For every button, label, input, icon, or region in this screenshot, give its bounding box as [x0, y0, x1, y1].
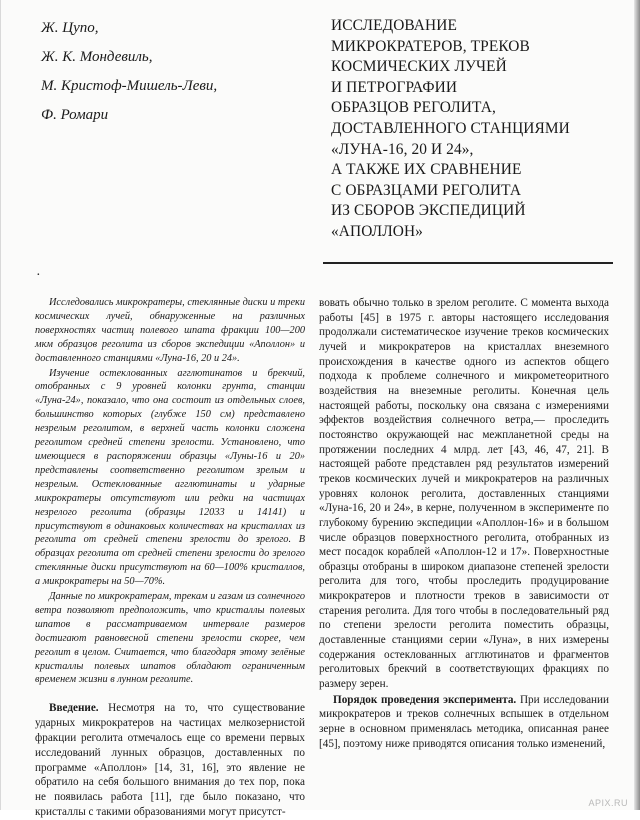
article-title	[331, 16, 623, 243]
section-heading-procedure: Порядок проведения эксперимента.	[333, 693, 517, 706]
intro-paragraph	[35, 701, 305, 819]
abstract-paragraph: Изучение остеклованных агглютинатов и брекчий, отобранных с 9 уровней колонки грунта, станции «Луна-24», показало, что она состоит из отдельных слоев, большинство которых (глубже 150 см) представлено незрелым реголитом, в верхней часть колонки сложена реголитом средней степени зрелости. Установлено, что имеющиеся в распоряжении образцы «Луны-16 и 20» представлены соответственно реголитом зрелым и незрелым. Остеклованные агглютинаты и ударные микрократеры отсутствуют или редки на частицах незрелого реголита (образцы 12033 и 14141) и присутствуют в одинаковых количествах на кристаллах из реголита от средней степени зрелости до зрелого. В образцах реголита от средней степени зрелости до зрелого стеклянные диски присутствуют на 60—100% кристаллов, а микрократеры на 50—70%.	[35, 367, 305, 588]
title-divider	[323, 262, 613, 264]
title-line: И ПЕТРОГРАФИИ	[331, 78, 458, 96]
margin-mark: ·	[36, 268, 41, 283]
abstract-paragraph: Данные по микрократерам, трекам и газам из солнечного ветра позволяют предположить, что кристаллы полевых шпатов в рассматриваемом интервале размеров достигают равновесной степени зрелости скорее, чем реголит в целом. Считается, что благодаря этому зелёные кристаллы полевых шпатов обладают ограниченным временем жизни в лунном реголите.	[35, 591, 305, 686]
title-line: А ТАКЖЕ ИХ СРАВНЕНИЕ	[331, 161, 522, 179]
title-line: ОБРАЗЦОВ РЕГОЛИТА,	[331, 99, 496, 117]
title-line: КОСМИЧЕСКИХ ЛУЧЕЙ	[331, 58, 507, 76]
author-list	[41, 14, 311, 130]
title-line: С ОБРАЗЦАМИ РЕГОЛИТА	[331, 181, 522, 199]
window-edge	[634, 0, 640, 810]
body-paragraph	[319, 693, 609, 752]
procedure-text: При исследовании микрократеров и треков солнечных вспышек в отдельном зерне в основном применялась методика, описанная ранее [45], поэтому ниже приводятся описания только изменений,	[319, 693, 609, 750]
introduction-section	[35, 701, 305, 819]
title-line: ИССЛЕДОВАНИЕ	[331, 17, 457, 34]
body-paragraph: вовать обычно только в зрелом реголите. С момента выхода работы [45] в 1975 г. авторы настоящего исследования продолжали систематическое изучение треков космических лучей и микрократеров на кристаллах внеземного происхождения в качестве одного из аспектов общего подхода к проблеме солнечного и микрометеоритного воздействия на внеземные реголиты. Конечная цель настоящей работы, поскольку она связана с измерениями эффектов воздействия солнечного ветра,— проследить постоянство окружающей нас межпланетной среды на протяжении последних 4 млрд. лет [43, 46, 47, 21]. В настоящей работе представлен ряд результатов измерений треков космических лучей и микрократеров на различных уровнях колонок реголита, доставленных станциями «Луна-16, 20 и 24», в керне, полученном в эксперименте по глубокому бурению экспедиции «Аполлон-16» и в большом числе образцов поверхностного реголита, отобранных из мест посадок кораблей «Аполлон-12 и 17». Поверхностные образцы отобраны в широком диапазоне степеней зрелости реголита для того, чтобы проследить продуцирование микрократеров и плотности треков в зависимости от старения реголита. Для того чтобы в последовательный ряд по степени зрелости реголита поместить образцы, доставленные станциями серии «Луна», в них измерены содержания остеклованных агглютинатов и фрагментов реголитовых брекчий в соответствующих фракциях по размеру зерен.	[319, 297, 609, 691]
title-line: МИКРОКРАТЕРОВ, ТРЕКОВ	[331, 37, 530, 55]
title-line: «АПОЛЛОН»	[331, 222, 423, 240]
title-line: «ЛУНА-16, 20 И 24»,	[331, 140, 474, 158]
watermark: APIX.RU	[588, 798, 628, 808]
left-column	[35, 296, 305, 820]
author-name: Ф. Ромари	[41, 107, 109, 123]
author-name: Ж. Цупо,	[41, 20, 99, 36]
title-line: ДОСТАВЛЕННОГО СТАНЦИЯМИ	[331, 119, 570, 137]
intro-text: Несмотря на то, что существование ударных микрократеров на частицах мелкозернистой фракции реголита отмечалось еще со времени первых исследований лунных образцов, доставленных по программе «Аполлон» [14, 31, 16], это явление не обратило на себя большого внимания до тех пор, пока не появилась работа [11], где было показано, что кристаллы с такими образованиями могут присутст-	[35, 702, 305, 818]
right-column	[319, 296, 609, 751]
author-name: Ж. К. Мондевиль,	[41, 49, 153, 65]
title-line: ИЗ СБОРОВ ЭКСПЕДИЦИЙ	[331, 202, 526, 220]
section-heading-introduction: Введение.	[49, 702, 99, 715]
author-name: М. Кристоф-Мишель-Леви,	[41, 78, 218, 94]
abstract-paragraph: Исследовались микрократеры, стеклянные диски и треки космических лучей, обнаруженные на различных поверхностях частиц полевого шпата фракции 100—200 мкм образцов реголита из сборов экспедиции «Аполлон» и доставленного станциями «Луна-16, 20 и 24».	[35, 297, 305, 364]
abstract	[35, 296, 305, 687]
